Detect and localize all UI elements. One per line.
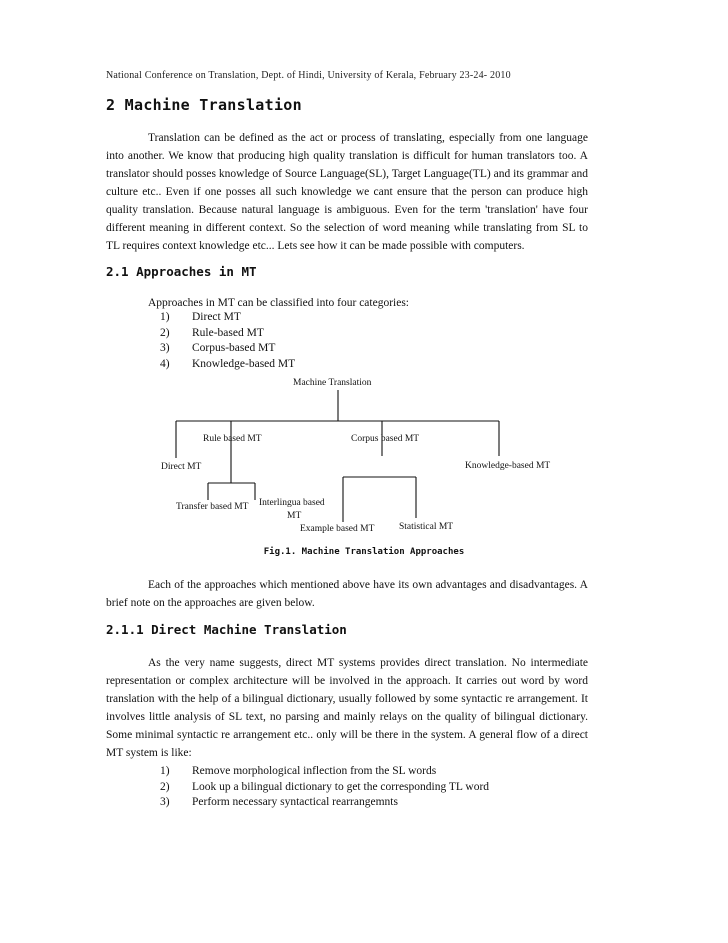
list-item: 1) Direct MT xyxy=(160,311,241,323)
direct-mt-heading: 2.1.1 Direct Machine Translation xyxy=(106,622,347,637)
list-item: 3) Perform necessary syntactical rearrangemnts xyxy=(160,796,398,808)
direct-mt-paragraph: As the very name suggests, direct MT systems provides direct translation. No intermediate representation or complex architecture will be involved in the approach. It carries out word by word translation with the help of a bilingual dictionary, usually followed by some syntactic re arrangement. It involves little analysis of SL text, no parsing and mainly relays on the quality of bilingual dictionary. Some minimal syntactic re arrangement etc.. only will be there in the system. A general flow of a direct MT system is like: xyxy=(106,657,588,759)
node-direct-mt: Direct MT xyxy=(161,462,202,472)
after-figure-paragraph: Each of the approaches which mentioned above have its own advantages and disadvantages. A brief note on the approaches are given below. xyxy=(106,579,588,609)
node-interlingua-based-mt: Interlingua based xyxy=(259,498,325,508)
node-corpus-based-mt: Corpus based MT xyxy=(351,434,420,444)
node-machine-translation: Machine Translation xyxy=(293,378,372,388)
node-statistical-mt: Statistical MT xyxy=(399,522,454,532)
node-interlingua-based-mt-line2: MT xyxy=(287,511,302,521)
node-example-based-mt: Example based MT xyxy=(300,524,375,534)
figure-caption: Fig.1. Machine Translation Approaches xyxy=(263,547,465,557)
list-item: 2) Rule-based MT xyxy=(160,326,264,339)
node-rule-based-mt: Rule based MT xyxy=(203,434,262,444)
node-knowledge-based-mt: Knowledge-based MT xyxy=(465,461,551,471)
list-item: 4) Knowledge-based MT xyxy=(160,357,296,370)
approaches-intro: Approaches in MT can be classified into four categories: xyxy=(148,297,410,309)
section-intro-paragraph: Translation can be defined as the act or process of translating, especially from one language into another. We know that producing high quality translation is difficult for human translators too. A translator should posses knowledge of Source Language(SL), Target Language(TL) and its grammar and culture etc.. Even if one posses all such knowledge we cant ensure that the person can produce high quality translation. Because natural language is ambiguous. Even for the term 'translation' have four different meaning in different context. So the selection of word meaning while translating from SL to TL requires context knowledge etc... Lets see how it can be made possible with computers. xyxy=(106,132,588,252)
direct-mt-steps-list xyxy=(160,765,489,812)
node-transfer-based-mt: Transfer based MT xyxy=(176,502,249,512)
running-header: National Conference on Translation, Dept. of Hindi, University of Kerala, February 23-24- 2010 xyxy=(106,70,511,81)
list-item: 3) Corpus-based MT xyxy=(160,342,276,354)
approaches-heading: 2.1 Approaches in MT xyxy=(106,264,257,279)
list-item: 1) Remove morphological inflection from the SL words xyxy=(160,765,437,777)
list-item: 2) Look up a bilingual dictionary to get the corresponding TL word xyxy=(160,780,490,793)
section-title: 2 Machine Translation xyxy=(106,96,302,114)
